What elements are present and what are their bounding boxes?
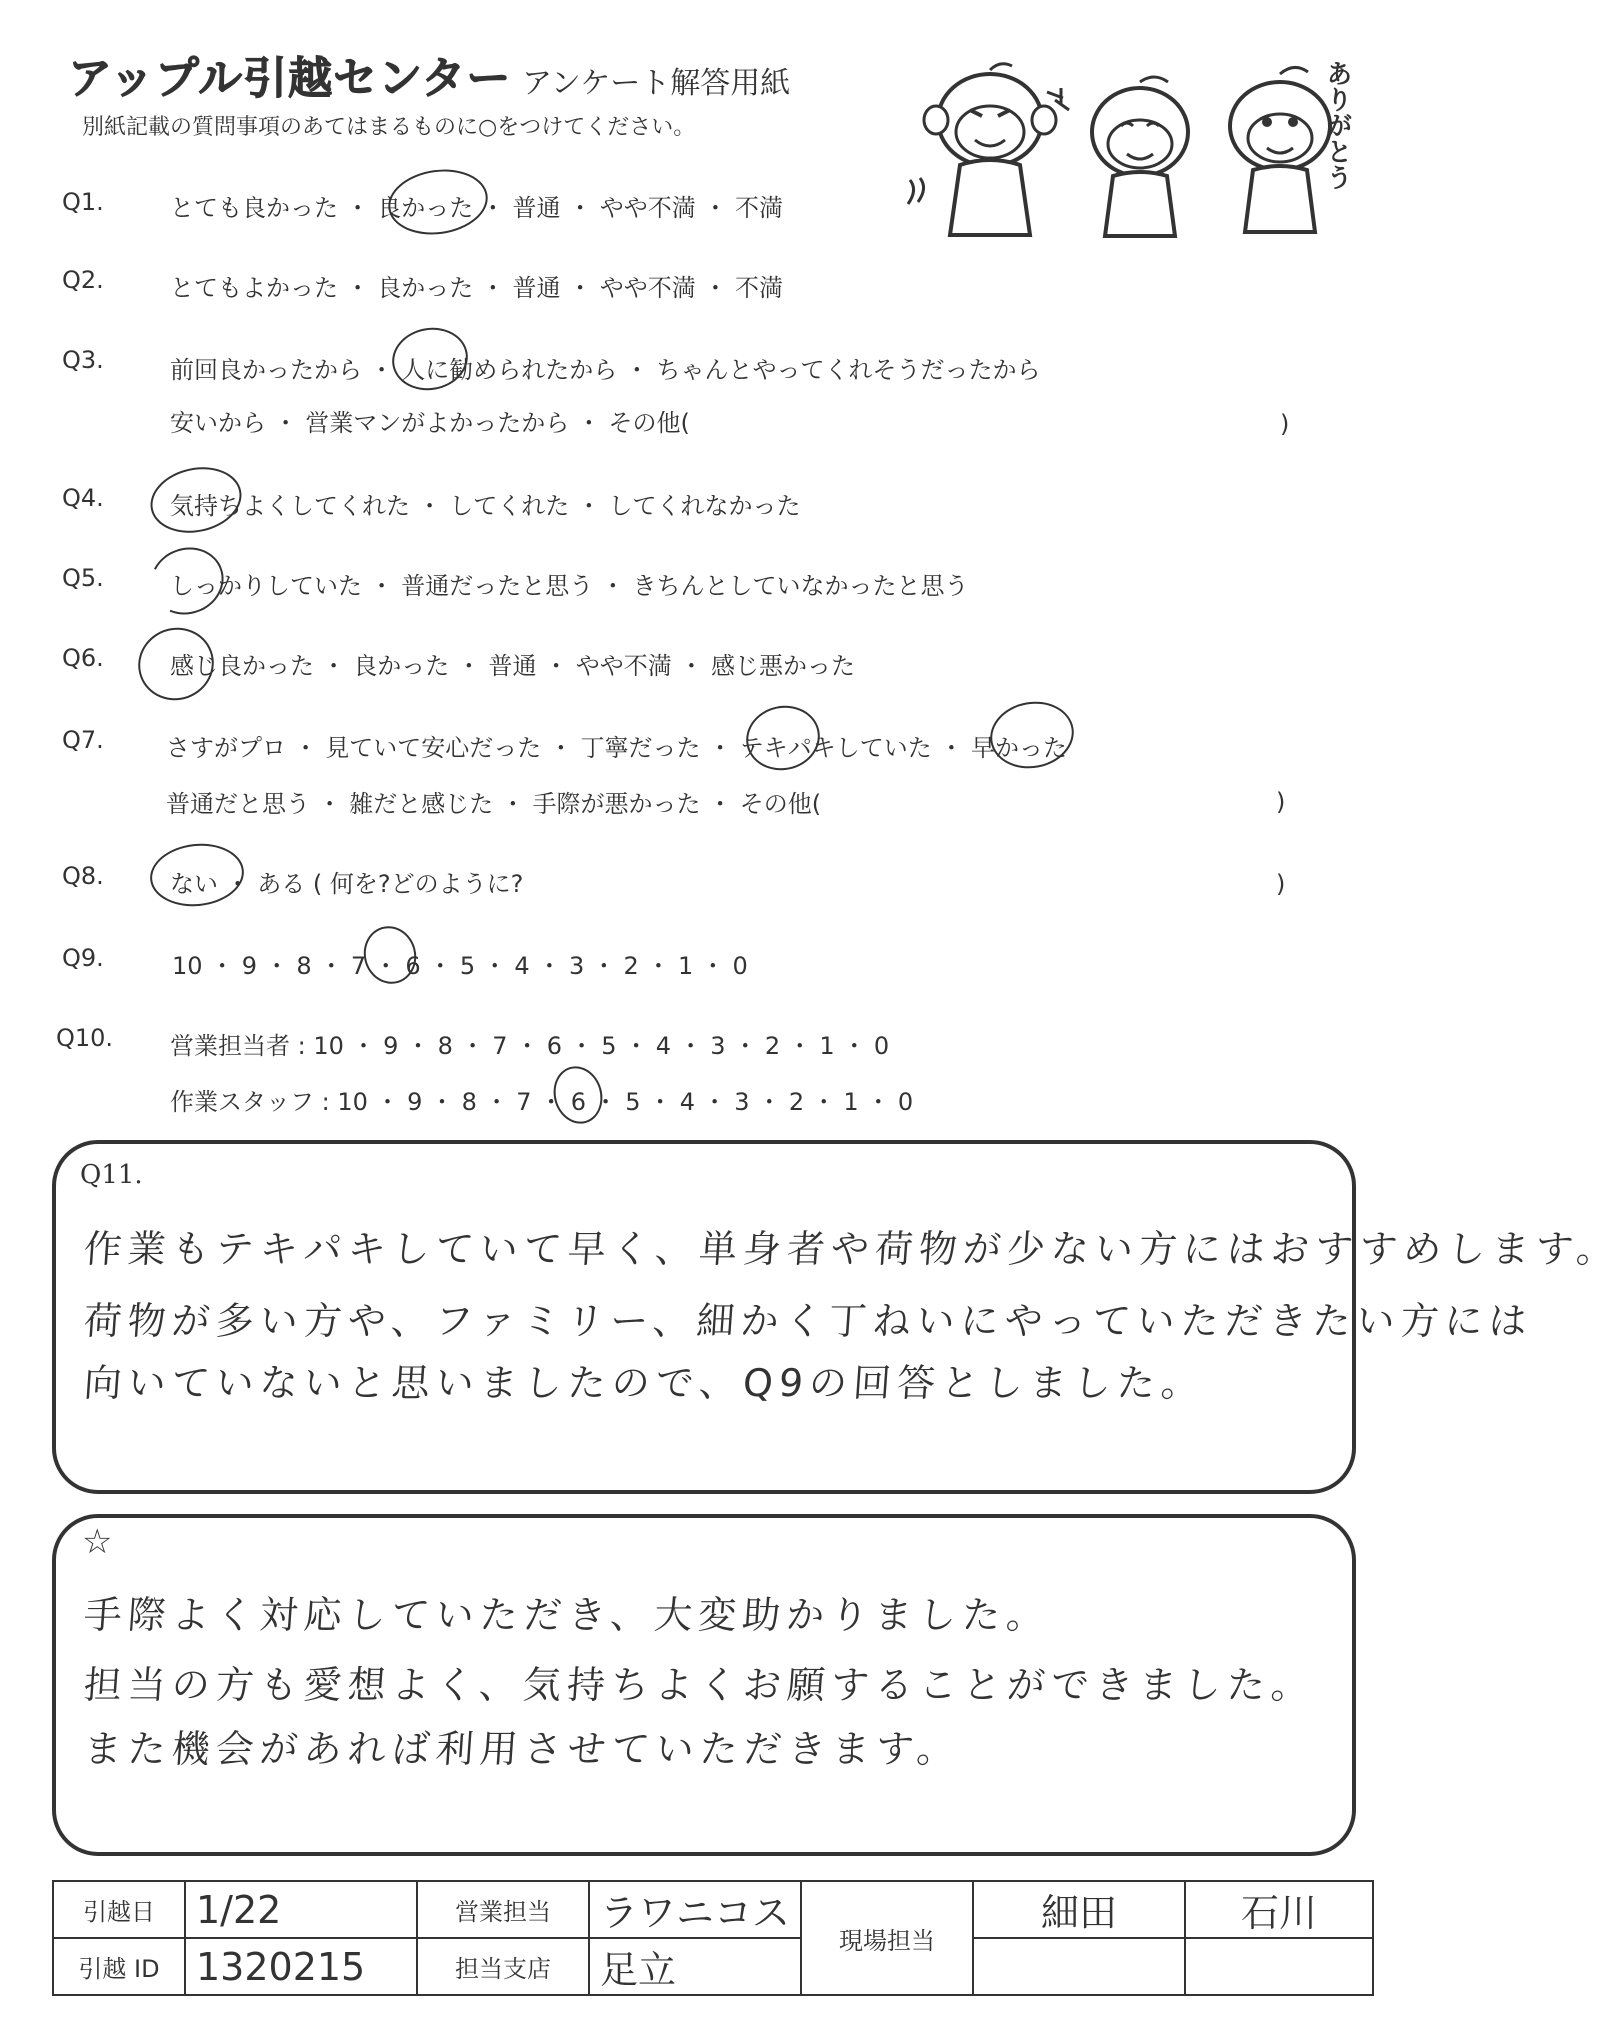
- mascot-illustration: [890, 50, 1360, 250]
- site-staff-empty-cell-1: [973, 1938, 1185, 1995]
- q8-label: Q8.: [62, 862, 104, 890]
- q10-staff-options: 作業スタッフ : 10 ・ 9 ・ 8 ・ 7 ・ 6 ・ 5 ・ 4 ・ 3 ・ 2 ・ 1 ・ 0: [170, 1088, 914, 1116]
- sales-rep-value: ラワニコス: [589, 1881, 801, 1938]
- site-staff-label: 現場担当: [801, 1881, 973, 1995]
- q6-label: Q6.: [62, 644, 104, 672]
- q10-label: Q10.: [56, 1024, 114, 1052]
- answer-circle-q8: [147, 839, 247, 910]
- q3-options-line2: 安いから ・ 営業マンがよかったから ・ その他(: [170, 409, 690, 437]
- move-id-value: 1320215: [185, 1938, 417, 1995]
- q9-options: 10 ・ 9 ・ 8 ・ 7 ・ 6 ・ 5 ・ 4 ・ 3 ・ 2 ・ 1 ・ 0: [172, 952, 748, 980]
- monkey-icon: [1230, 67, 1330, 232]
- star-icon: ☆: [82, 1522, 113, 1562]
- mascot-caption: ありがとう: [1322, 60, 1352, 190]
- free-comment-line3: また機会があれば利用させていただきます。: [82, 1727, 963, 1771]
- q2-label: Q2.: [62, 266, 104, 294]
- answer-circle-q4: [144, 459, 247, 541]
- instruction-text: 別紙記載の質問事項のあてはまるものに○をつけてください。: [82, 115, 696, 140]
- answer-circle-q10: [547, 1061, 609, 1130]
- answer-circle-q1: [384, 163, 492, 240]
- branch-label: 担当支店: [417, 1938, 589, 1995]
- q2-options: とてもよかった ・ 良かった ・ 普通 ・ やや不満 ・ 不満: [170, 274, 784, 302]
- answer-circle-q7a: [740, 699, 826, 777]
- site-staff-empty-cell-2: [1185, 1938, 1373, 1995]
- q4-label: Q4.: [62, 484, 104, 512]
- q10-sales-options: 営業担当者 : 10 ・ 9 ・ 8 ・ 7 ・ 6 ・ 5 ・ 4 ・ 3 ・ 2 ・ 1 ・ 0: [170, 1032, 890, 1060]
- q11-comment-line1: 作業もテキパキしていて早く、単身者や荷物が少ない方にはおすすめします。: [82, 1227, 1622, 1271]
- q7-close-paren: ): [1276, 788, 1286, 816]
- q9-label: Q9.: [62, 944, 104, 972]
- q3-close-paren: ): [1280, 410, 1290, 438]
- q5-label: Q5.: [62, 564, 104, 592]
- site-staff-1-value: 細田: [973, 1881, 1185, 1938]
- q6-options: 感じ良かった ・ 良かった ・ 普通 ・ やや不満 ・ 感じ悪かった: [170, 652, 856, 680]
- sales-rep-label: 営業担当: [417, 1881, 589, 1938]
- footer-info-table: [52, 1880, 1374, 1990]
- q1-options: とても良かった ・ 良かった ・ 普通 ・ やや不満 ・ 不満: [170, 194, 784, 222]
- monkey-icon: [908, 64, 1056, 235]
- q4-options: 気持ちよくしてくれた ・ してくれた ・ してくれなかった: [170, 492, 801, 520]
- answer-circle-q6: [128, 617, 224, 711]
- q7-options-line2: 普通だと思う ・ 雑だと感じた ・ 手際が悪かった ・ その他(: [166, 790, 822, 818]
- q7-label: Q7.: [62, 726, 104, 754]
- q11-comment-line2: 荷物が多い方や、ファミリー、細かく丁ねいにやっていただきたい方には: [82, 1299, 1535, 1343]
- form-title: アンケート解答用紙: [522, 66, 791, 101]
- move-id-label: 引越 ID: [53, 1938, 185, 1995]
- q5-options: しっかりしていた ・ 普通だったと思う ・ きちんとしていなかったと思う: [170, 572, 969, 600]
- company-name: アップル引越センター: [68, 53, 512, 104]
- q3-label: Q3.: [62, 346, 104, 374]
- branch-value: 足立: [589, 1938, 801, 1995]
- move-date-label: 引越日: [53, 1881, 185, 1938]
- q8-close-paren: ): [1276, 870, 1286, 898]
- answer-circle-q5: [141, 537, 233, 624]
- q11-label: Q11.: [80, 1160, 143, 1190]
- q1-label: Q1.: [62, 188, 104, 216]
- q3-options-line1: 前回良かったから ・ 人に勧められたから ・ ちゃんとやってくれそうだったから: [170, 356, 1041, 384]
- site-staff-2-value: 石川: [1185, 1881, 1373, 1938]
- q7-options-line1: さすがプロ ・ 見ていて安心だった ・ 丁寧だった ・ テキパキしていた ・ 早かった: [166, 734, 1068, 762]
- free-comment-line2: 担当の方も愛想よく、気持ちよくお願することができました。: [82, 1663, 1317, 1707]
- move-date-value: 1/22: [185, 1881, 417, 1938]
- monkey-icon: [1047, 77, 1188, 236]
- q11-comment-line3: 向いていないと思いましたので、Q9の回答としました。: [82, 1361, 1207, 1405]
- q8-options: ない ・ ある ( 何を?どのように?: [170, 870, 524, 898]
- free-comment-line1: 手際よく対応していただき、大変助かりました。: [82, 1593, 1052, 1637]
